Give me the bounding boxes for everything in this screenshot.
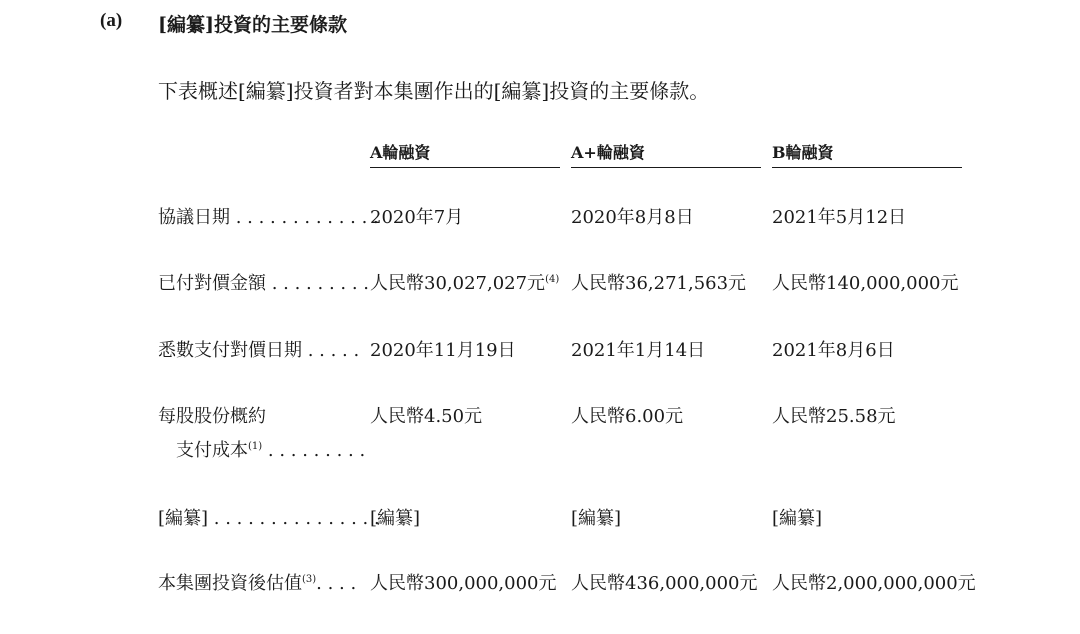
cell-redacted-b: [編纂] [772,508,823,529]
cell-valuation-a: 人民幣300,000,000元 [370,573,557,594]
row-label-redacted: [編纂] . . . . . . . . . . . . . . . [158,508,380,529]
cell-agreement-date-a-plus: 2020年8月8日 [571,207,694,228]
row-label-cost-per-share-dots: . . . . . . . . . [267,440,366,461]
cell-valuation-b: 人民幣2,000,000,000元 [772,573,976,594]
row-label-consideration-paid: 已付對價金額 . . . . . . . . . [158,273,369,294]
intro-paragraph: 下表概述[編纂]投資者對本集團作出的[編纂]投資的主要條款。 [158,79,710,103]
cell-payment-date-a-plus: 2021年1月14日 [571,340,706,361]
cell-agreement-date-b: 2021年5月12日 [772,207,907,228]
footnote-1-marker: (1) [248,441,263,452]
cell-payment-date-b: 2021年8月6日 [772,340,895,361]
cell-valuation-a-plus: 人民幣436,000,000元 [571,573,758,594]
column-header-series-b: B輪融資 [772,140,962,168]
footnote-3-marker: (3) [302,574,317,585]
cell-consideration-b: 人民幣140,000,000元 [772,273,959,294]
row-label-agreement-date: 協議日期 . . . . . . . . . . . . . [158,207,379,228]
row-label-post-money-valuation [158,569,356,595]
row-label-cost-per-share-line1: 每股股份概約 [158,406,266,427]
cell-cost-per-share-b: 人民幣25.58元 [772,406,896,427]
row-label-full-payment-date: 悉數支付對價日期 . . . . . [158,340,360,361]
cell-consideration-a-plus: 人民幣36,271,563元 [571,273,747,294]
cell-redacted-a: [編纂] [370,508,421,529]
cell-cost-per-share-a-plus: 人民幣6.00元 [571,406,684,427]
cell-consideration-a-value: 人民幣30,027,027元 [370,273,546,294]
cell-agreement-date-a: 2020年7月 [370,207,464,228]
cell-payment-date-a: 2020年11月19日 [370,340,516,361]
cell-cost-per-share-a: 人民幣4.50元 [370,406,483,427]
section-title: [編纂]投資的主要條款 [158,14,347,36]
cell-consideration-a [370,269,559,295]
section-label: (a) [100,10,123,31]
row-label-post-money-text: 本集團投資後估值 [158,573,302,594]
row-label-post-money-dots: . . . . [316,573,357,594]
column-header-series-a-plus: A+輪融資 [571,140,761,168]
cell-redacted-a-plus: [編纂] [571,508,622,529]
column-header-series-a: A輪融資 [370,140,560,168]
row-label-cost-per-share-text: 支付成本 [176,440,248,461]
row-label-cost-per-share-line2 [176,436,365,462]
footnote-4-marker: (4) [545,274,560,285]
